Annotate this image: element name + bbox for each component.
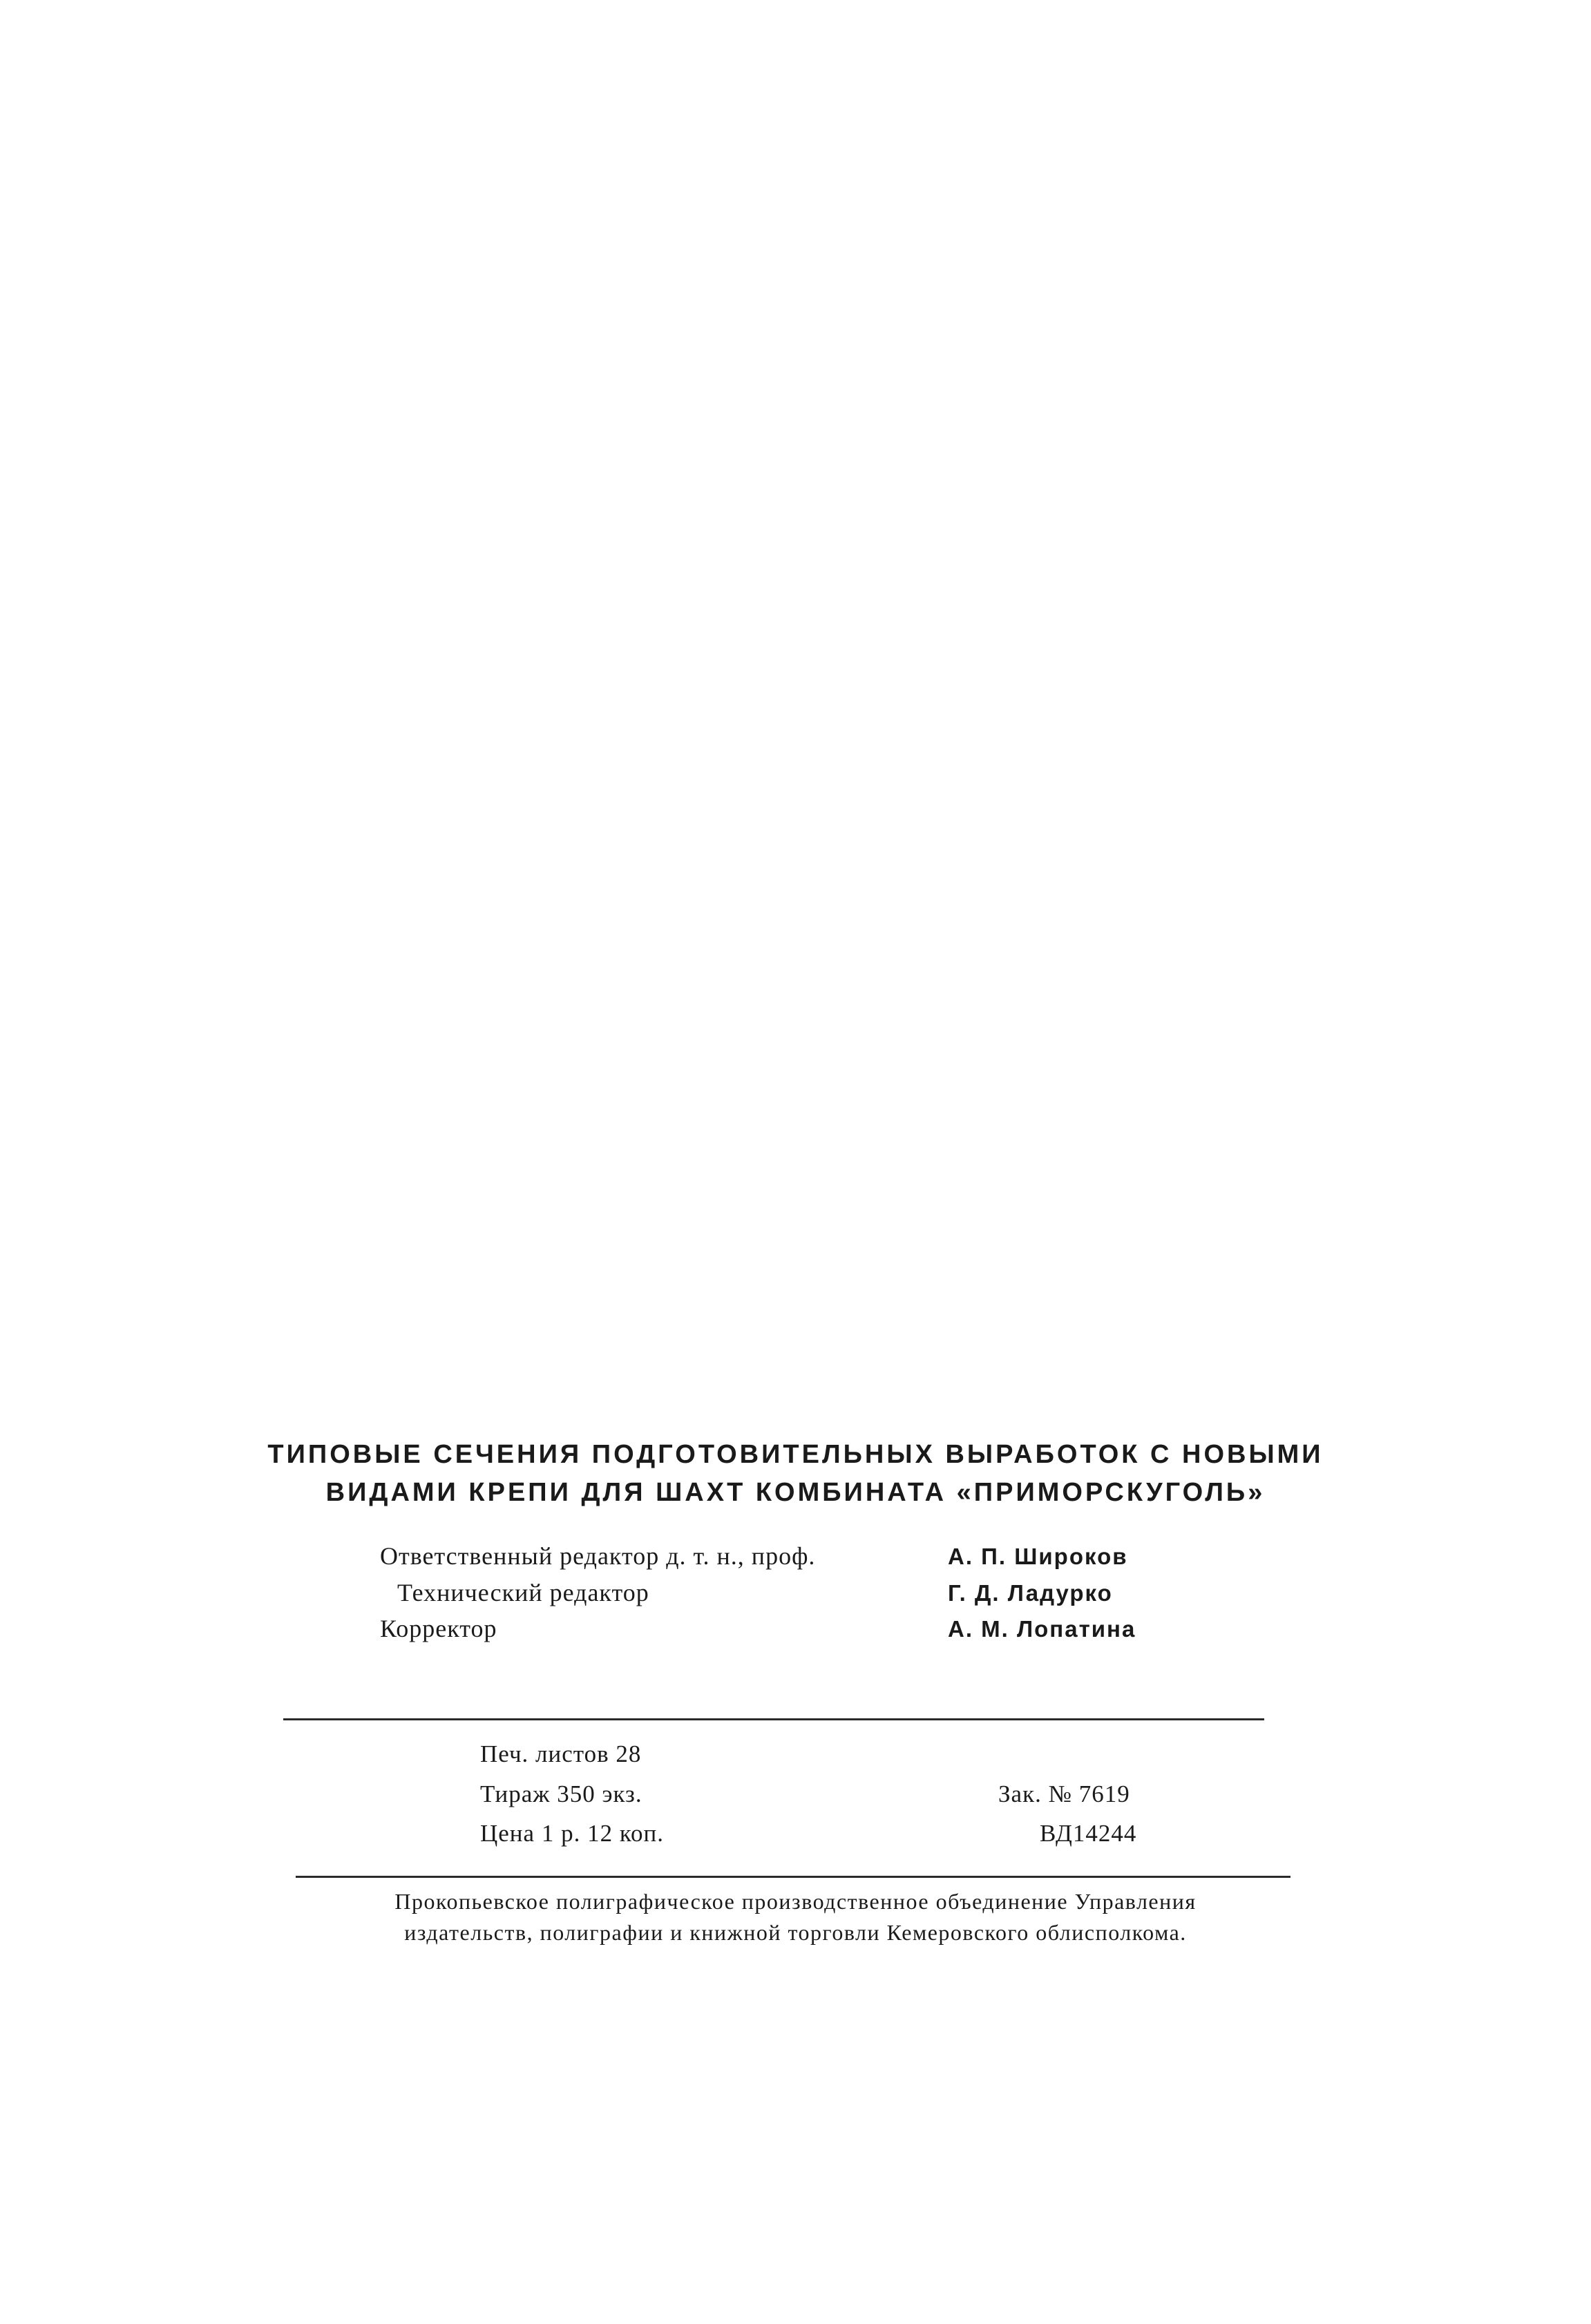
- publisher-line-2: издательств, полиграфии и книжной торговли Кемеровского облисполкома.: [404, 1920, 1187, 1945]
- imprint-order-number: Зак. № 7619: [998, 1780, 1130, 1807]
- imprint-price: Цена 1 р. 12 коп.: [480, 1820, 665, 1847]
- credit-role-editor: Ответственный редактор д. т. н., проф.: [380, 1542, 816, 1570]
- imprint-sheets: Печ. листов 28: [480, 1740, 642, 1767]
- credit-name-proofreader: А. М. Лопатина: [948, 1616, 1136, 1642]
- credit-name-editor: А. П. Широков: [948, 1544, 1128, 1569]
- imprint-code: ВД14244: [1040, 1820, 1137, 1847]
- divider-top: [283, 1718, 1264, 1720]
- credit-role-proofreader: Корректор: [380, 1615, 497, 1642]
- book-title-line-1: ТИПОВЫЕ СЕЧЕНИЯ ПОДГОТОВИТЕЛЬНЫХ ВЫРАБОТОК С НОВЫМИ: [267, 1440, 1324, 1469]
- credit-role-tech-editor: Технический редактор: [397, 1579, 649, 1606]
- divider-bottom: [296, 1876, 1290, 1878]
- credit-name-tech-editor: Г. Д. Ладурко: [948, 1580, 1113, 1606]
- book-title-line-2: ВИДАМИ КРЕПИ ДЛЯ ШАХТ КОМБИНАТА «ПРИМОРСКУГОЛЬ»: [325, 1478, 1266, 1507]
- imprint-print-run: Тираж 350 экз.: [480, 1780, 642, 1807]
- publisher-line-1: Прокопьевское полиграфическое производственное объединение Управления: [394, 1889, 1197, 1914]
